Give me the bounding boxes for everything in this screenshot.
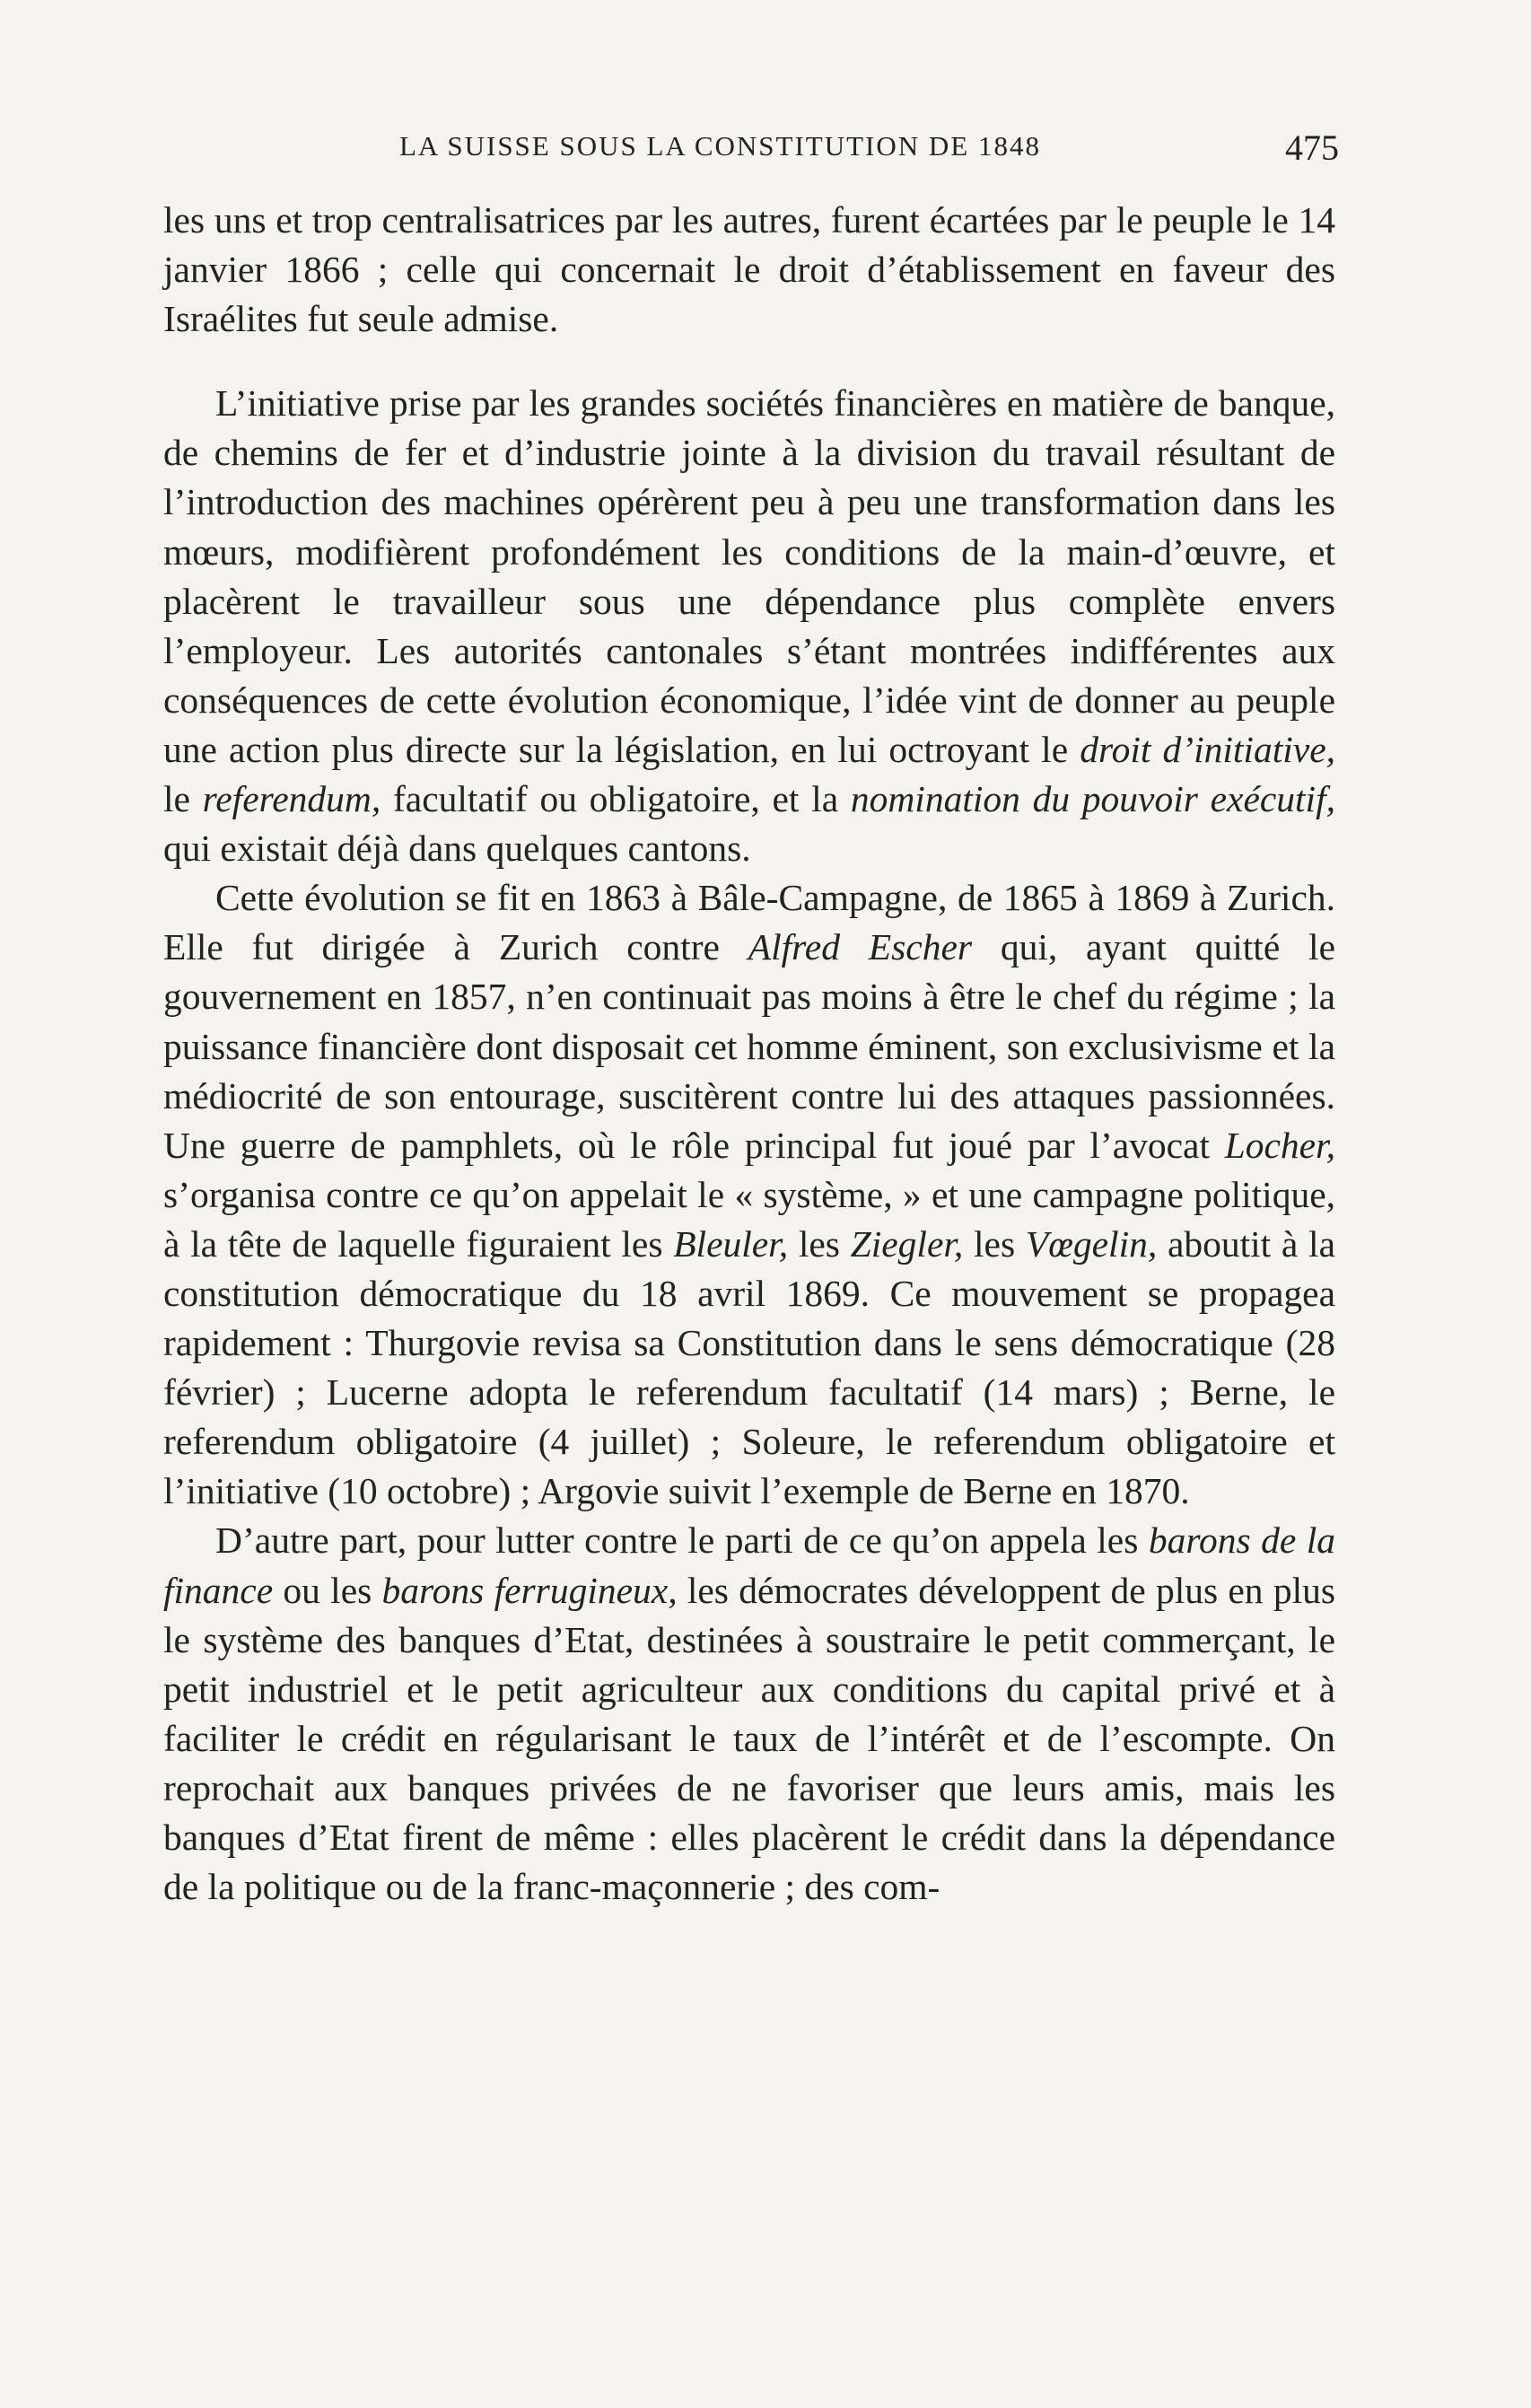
running-title: LA SUISSE SOUS LA CONSTITUTION DE 1848: [399, 130, 1041, 162]
text-run: facultatif ou obligatoire, et la: [381, 778, 851, 820]
text-run: les uns et trop centralisatrices par les autres, furent écartées par le peuple le 14 janvier 1866 ; celle qui concernait le droit d’établissement en faveur des Israélites fut seule admise.: [163, 199, 1335, 340]
page-header: [162, 127, 1339, 175]
italic-text: Ziegler,: [850, 1222, 964, 1265]
italic-text: nomination du pouvoir exécutif,: [850, 778, 1335, 820]
page-number: 475: [1285, 127, 1339, 168]
italic-text: barons ferrugineux,: [381, 1569, 678, 1611]
text-run: D’autre part, pour lutter contre le parti de ce qu’on appela les: [215, 1519, 1149, 1562]
italic-text: Locher,: [1224, 1124, 1335, 1166]
paragraph: [163, 1516, 1335, 1912]
text-run: Cette évolution se fit en 1863 à Bâle-Campagne, de 1865 à 1869 à Zurich. Elle fut dirigée à Zurich contre: [163, 877, 1335, 968]
paragraph: [163, 196, 1335, 344]
text-run: L’initiative prise par les grandes sociétés financières en matière de banque, de chemins de fer et d’industrie jointe à la division du travail résultant de l’introduction des machines opérèrent peu à peu une transformation dans les mœurs, modifièrent profondément les conditions de la main-d’œuvre, et placèrent le travailleur sous une dépendance plus complète envers l’employeur. Les autorités cantonales s’étant montrées indifférentes aux conséquences de cette évolution économique, l’idée vint de donner au peuple une action plus directe sur la législation, en lui octroyant le: [163, 382, 1335, 770]
paragraph: [163, 873, 1335, 1516]
text-run: les: [788, 1222, 851, 1265]
italic-text: referendum,: [202, 778, 381, 820]
text-run: ou les: [273, 1569, 382, 1611]
text-run: aboutit à la constitution démocratique du 18 avril 1869. Ce mouvement se propagea rapidement : Thurgovie revisa sa Constitution dans le sens démocratique (28 février) ; Lucerne adopta le referendum facultatif (14 mars) ; Berne, le referendum obligatoire (4 juillet) ; Soleure, le referendum obligatoire et l’initiative (10 octobre) ; Argovie suivit l’exemple de Berne en 1870.: [163, 1222, 1335, 1512]
italic-text: droit d’initiative,: [1080, 728, 1335, 770]
text-run: les démocrates développent de plus en plus le système des banques d’Etat, destinées à soustraire le petit commerçant, le petit industriel et le petit agriculteur aux conditions du capital privé et à faciliter le crédit en régularisant le taux de l’intérêt et de l’escompte. On reprochait aux banques privées de ne favoriser que leurs amis, mais les banques d’Etat firent de même : elles placèrent le crédit dans la dépendance de la politique ou de la franc-maçonnerie ; des com-: [163, 1569, 1335, 1908]
text-run: qui existait déjà dans quelques cantons.: [163, 827, 751, 870]
paragraph: [163, 379, 1335, 873]
text-run: qui, ayant quitté le gouvernement en 1857, n’en continuait pas moins à être le chef du régime ; la puissance financière dont disposait cet homme éminent, son exclusivisme et la médiocrité de son entourage, suscitèrent contre lui des attaques passionnées. Une guerre de pamphlets, où le rôle principal fut joué par l’avocat: [163, 926, 1335, 1166]
text-run: les: [963, 1222, 1026, 1265]
italic-text: Vœgelin,: [1025, 1222, 1158, 1265]
italic-text: Alfred Escher: [748, 926, 973, 968]
text-run: le: [163, 778, 203, 820]
italic-text: barons de la finance: [163, 1519, 1335, 1611]
body-text: [163, 196, 1335, 1912]
text-run: s’organisa contre ce qu’on appelait le « système, » et une campagne politique, à la tête de laquelle figuraient les: [163, 1173, 1335, 1265]
italic-text: Bleuler,: [673, 1222, 789, 1265]
